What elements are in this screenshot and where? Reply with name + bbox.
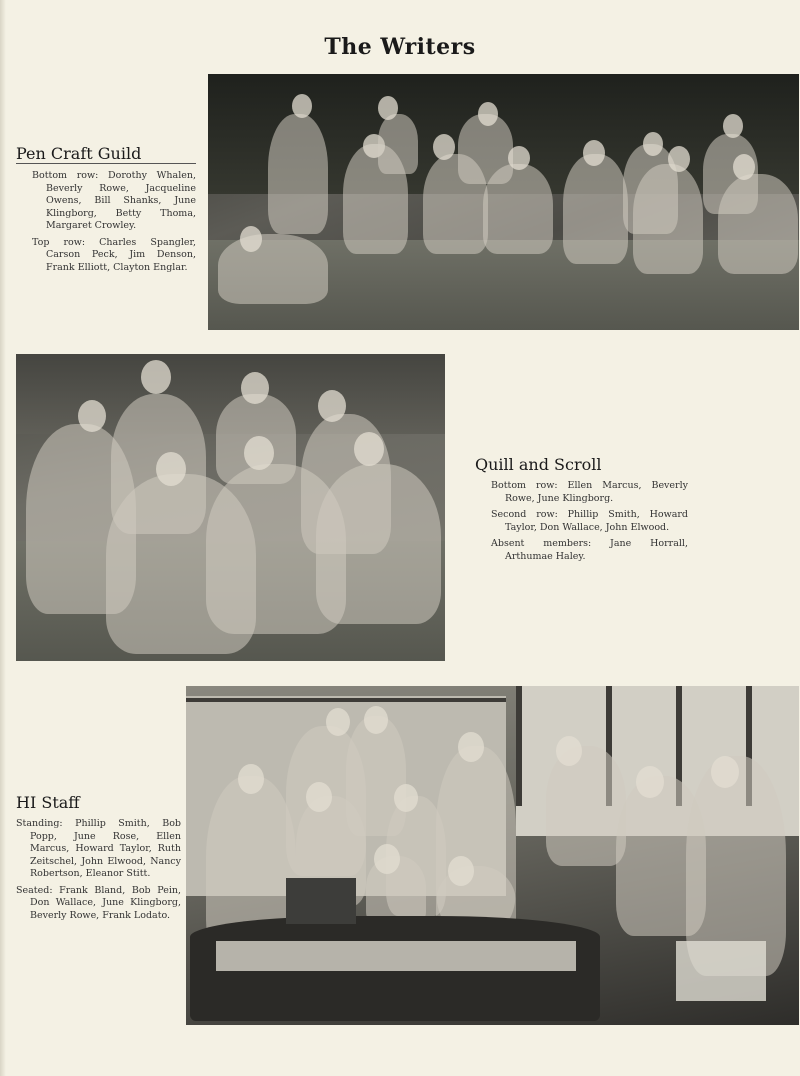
hi-staff-seated: Seated: Frank Bland, Bob Pein, Don Wallace, June Klingborg, Beverly Rowe, Frank Lodato. [16, 884, 181, 921]
hi-staff-caption [16, 818, 181, 926]
hi-staff-standing: Standing: Phillip Smith, Bob Popp, June Rose, Ellen Marcus, Howard Taylor, Ruth Zeitschel, John Elwood, Nancy Robertson, Eleanor Stitt. [16, 818, 181, 879]
pen-craft-top-row: Top row: Charles Spangler, Carson Peck, Jim Denson, Frank Elliott, Clayton Englar. [32, 236, 196, 273]
quill-and-scroll-caption [491, 480, 688, 567]
quill-and-scroll-photo [16, 354, 445, 661]
pen-craft-guild-photo [208, 74, 799, 330]
quill-second-row: Second row: Phillip Smith, Howard Taylor, Don Wallace, John Elwood. [491, 509, 688, 533]
pen-craft-guild-heading: Pen Craft Guild [16, 144, 142, 163]
heading-rule [16, 163, 196, 164]
quill-bottom-row: Bottom row: Ellen Marcus, Beverly Rowe, June Klingborg. [491, 480, 688, 504]
page-spine-shadow [0, 0, 6, 1076]
pen-craft-bottom-row: Bottom row: Dorothy Whalen, Beverly Rowe, Jacqueline Owens, Bill Shanks, June Klingborg, Betty Thoma, Margaret Crowley. [32, 170, 196, 231]
hi-staff-photo [186, 686, 799, 1025]
hi-staff-heading: HI Staff [16, 793, 80, 812]
page-title: The Writers [324, 34, 476, 60]
pen-craft-guild-caption [32, 170, 196, 278]
quill-and-scroll-heading: Quill and Scroll [475, 455, 602, 474]
quill-absent-members: Absent members: Jane Horrall, Arthumae Haley. [491, 538, 688, 562]
